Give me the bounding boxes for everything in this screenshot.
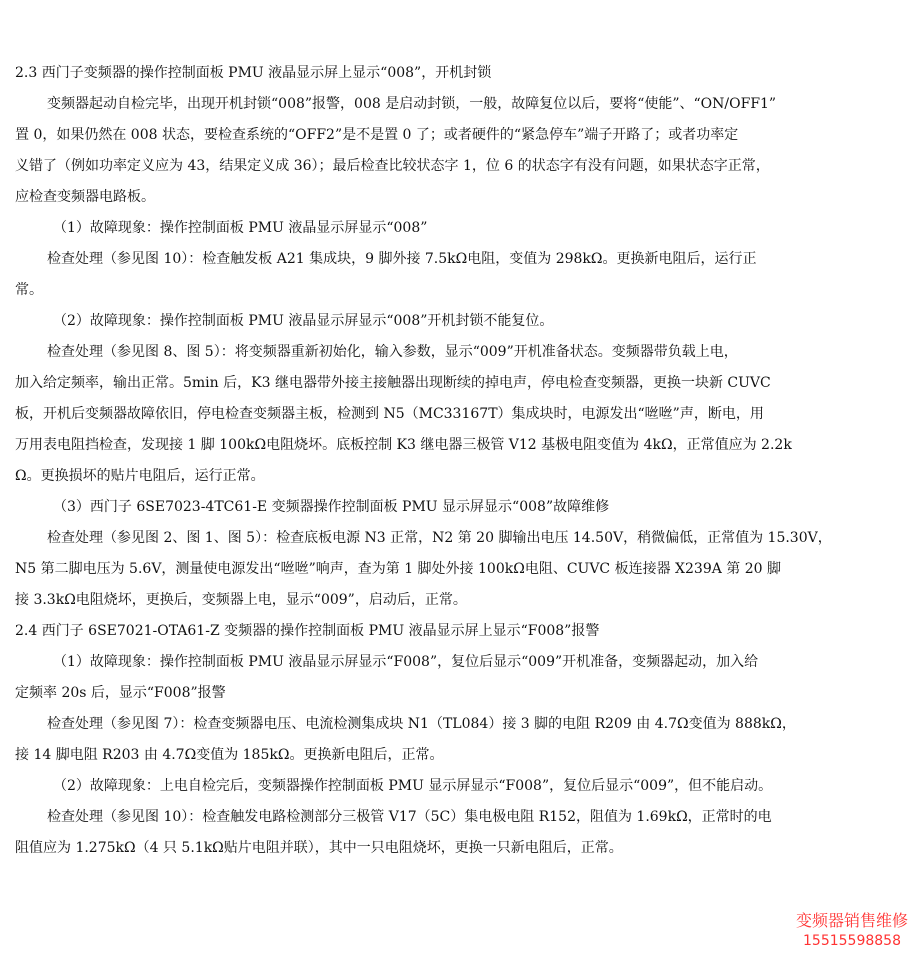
watermark-phone: 15515598858 <box>803 933 901 949</box>
paragraph-line: Ω。更换损坏的贴片电阻后，运行正常。 <box>15 468 265 484</box>
section-heading-2-3: 2.3 西门子变频器的操作控制面板 PMU 液晶显示屏上显示“008”，开机封锁 <box>15 65 492 81</box>
watermark-title: 变频器销售维修 <box>795 911 908 930</box>
paragraph-line: 检查处理（参见图 2、图 1、图 5）：检查底板电源 N3 正常，N2 第 20 脚输出电压 14.50V，稍微偏低，正常值为 15.30V， <box>47 530 832 546</box>
fault-item-heading: （1）故障现象：操作控制面板 PMU 液晶显示屏显示“008” <box>53 220 428 236</box>
document-body <box>15 58 853 864</box>
watermark <box>796 910 908 952</box>
paragraph-line: 检查处理（参见图 10）：检查触发板 A21 集成块，9 脚外接 7.5kΩ电阻，变值为 298kΩ。更换新电阻后，运行正 <box>47 251 757 267</box>
paragraph-line: 万用表电阻挡检查，发现接 1 脚 100kΩ电阻烧坏。底板控制 K3 继电器三极管 V12 基极电阻变值为 4kΩ，正常值应为 2.2k <box>15 437 792 453</box>
paragraph-line: 板，开机后变频器故障依旧，停电检查变频器主板，检测到 N5（MC33167T）集成块时，电源发出“咝咝”声，断电，用 <box>15 406 764 422</box>
fault-item-heading: （1）故障现象：操作控制面板 PMU 液晶显示屏显示“F008”，复位后显示“009”开机准备，变频器起动，加入给 <box>53 654 759 670</box>
paragraph-line: 接 14 脚电阻 R203 由 4.7Ω变值为 185kΩ。更换新电阻后，正常。 <box>15 747 444 763</box>
paragraph-line: 检查处理（参见图 8、图 5）：将变频器重新初始化，输入参数，显示“009”开机准备状态。变频器带负载上电， <box>47 344 738 360</box>
paragraph-line: 检查处理（参见图 7）：检查变频器电压、电流检测集成块 N1（TL084）接 3 脚的电阻 R209 由 4.7Ω变值为 888kΩ， <box>47 716 796 732</box>
paragraph-line: 阻值应为 1.275kΩ（4 只 5.1kΩ贴片电阻并联），其中一只电阻烧坏，更换一只新电阻后，正常。 <box>15 840 623 856</box>
paragraph-line: 义错了（例如功率定义应为 43，结果定义成 36）；最后检查比较状态字 1，位 6 的状态字有没有问题，如果状态字正常， <box>15 158 770 174</box>
paragraph-line: 变频器起动自检完毕，出现开机封锁“008”报警，008 是启动封锁，一般，故障复位以后，要将“使能”、“ON/OFF1” <box>47 96 777 112</box>
paragraph-line: 定频率 20s 后，显示“F008”报警 <box>15 685 226 701</box>
paragraph-line: 常。 <box>15 282 43 298</box>
paragraph-line: N5 第二脚电压为 5.6V，测量使电源发出“咝咝”响声，查为第 1 脚处外接 100kΩ电阻、CUVC 板连接器 X239A 第 20 脚 <box>15 561 782 577</box>
fault-item-heading: （2）故障现象：上电自检完后，变频器操作控制面板 PMU 显示屏显示“F008”，复位后显示“009”，但不能启动。 <box>53 778 773 794</box>
section-heading-2-4: 2.4 西门子 6SE7021-OTA61-Z 变频器的操作控制面板 PMU 液晶显示屏上显示“F008”报警 <box>15 623 600 639</box>
paragraph-line: 应检查变频器电路板。 <box>15 189 155 205</box>
paragraph-line: 检查处理（参见图 10）：检查触发电路检测部分三极管 V17（5C）集电极电阻 R152，阻值为 1.69kΩ，正常时的电 <box>47 809 772 825</box>
fault-item-heading: （2）故障现象：操作控制面板 PMU 液晶显示屏显示“008”开机封锁不能复位。 <box>53 313 554 329</box>
fault-item-heading: （3）西门子 6SE7023-4TC61-E 变频器操作控制面板 PMU 显示屏显示“008”故障维修 <box>53 499 610 515</box>
paragraph-line: 接 3.3kΩ电阻烧坏，更换后，变频器上电，显示“009”，启动后，正常。 <box>15 592 467 608</box>
paragraph-line: 置 0，如果仍然在 008 状态，要检查系统的“OFF2”是不是置 0 了；或者硬件的“紧急停车”端子开路了；或者功率定 <box>15 127 739 143</box>
paragraph-line: 加入给定频率，输出正常。5min 后，K3 继电器带外接主接触器出现断续的掉电声，停电检查变频器，更换一块新 CUVC <box>15 375 771 391</box>
